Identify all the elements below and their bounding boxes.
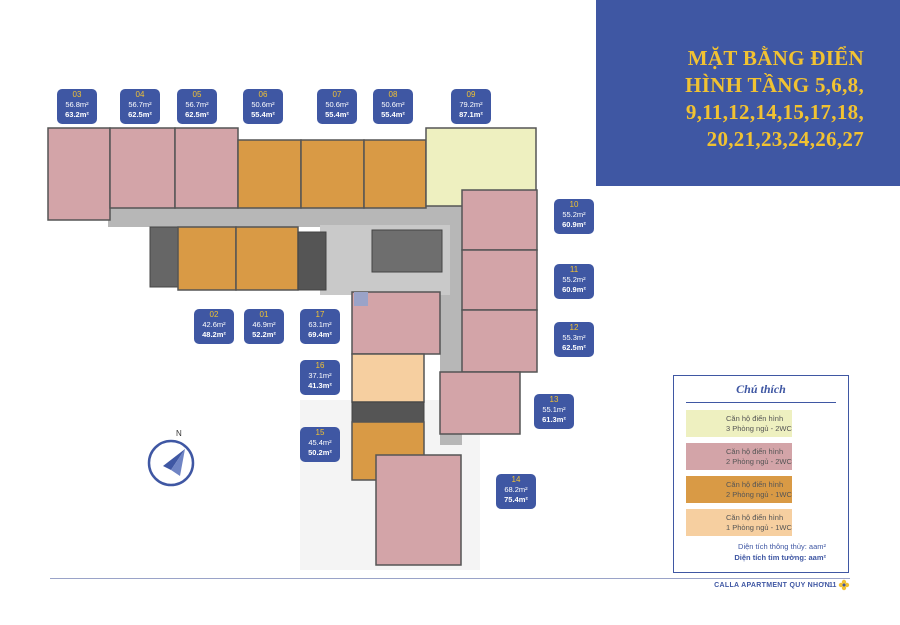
unit-area-net: 50.6m²	[251, 100, 275, 109]
unit-16-shape	[352, 354, 424, 402]
title-line-4: 20,21,23,24,26,27	[706, 127, 864, 151]
unit-01-shape	[236, 227, 298, 290]
legend-note-gross-area: Diện tích tim tường: aam²	[734, 553, 826, 562]
unit-area-gross: 55.4m²	[325, 110, 349, 119]
unit-label-02	[194, 309, 234, 344]
legend-item-3br-2wc	[686, 410, 836, 438]
unit-area-gross: 52.2m²	[252, 330, 276, 339]
unit-04-shape	[110, 128, 175, 208]
unit-label-06	[243, 89, 283, 124]
unit-14-shape	[376, 455, 461, 565]
unit-area-net: 56.7m²	[128, 100, 152, 109]
unit-number: 01	[259, 310, 269, 319]
unit-label-16	[300, 360, 340, 395]
unit-13-shape	[440, 372, 520, 434]
unit-06-shape	[238, 140, 301, 208]
unit-number: 17	[315, 310, 325, 319]
unit-area-net: 50.6m²	[325, 100, 349, 109]
unit-area-gross: 63.2m²	[65, 110, 89, 119]
unit-number: 11	[569, 265, 579, 274]
unit-05-shape	[175, 128, 238, 208]
legend-item-2br-1wc	[686, 476, 836, 504]
title-line-3: 9,11,12,14,15,17,18,	[685, 100, 864, 124]
stair-left	[150, 227, 178, 287]
unit-number: 02	[209, 310, 219, 319]
unit-label-11	[554, 264, 594, 299]
unit-10-shape	[462, 190, 537, 250]
stair-lower	[352, 402, 424, 422]
unit-number: 08	[388, 90, 398, 99]
unit-area-net: 56.8m²	[65, 100, 89, 109]
legend-item-line2: 2 Phòng ngủ - 2WC	[726, 457, 792, 466]
legend-divider	[686, 402, 836, 403]
unit-area-gross: 48.2m²	[202, 330, 226, 339]
page-number: 11	[829, 582, 837, 589]
legend-item-2br-2wc	[686, 443, 836, 471]
unit-number: 03	[72, 90, 82, 99]
unit-area-gross: 87.1m²	[459, 110, 483, 119]
unit-area-gross: 62.5m²	[128, 110, 152, 119]
unit-label-09	[451, 89, 491, 124]
unit-number: 09	[466, 90, 476, 99]
unit-label-12	[554, 322, 594, 357]
footer-divider	[50, 578, 850, 579]
unit-12-shape	[462, 310, 537, 372]
unit-area-net: 42.6m²	[202, 320, 226, 329]
unit-area-gross: 61.3m²	[542, 415, 566, 424]
unit-label-05	[177, 89, 217, 124]
legend-item-1br-1wc	[686, 509, 836, 537]
unit-area-net: 46.9m²	[252, 320, 276, 329]
footer-project-name: CALLA APARTMENT QUY NHƠN	[714, 582, 830, 589]
legend-item-line2: 1 Phòng ngủ - 1WC	[726, 523, 792, 532]
unit-area-gross: 50.2m²	[308, 448, 332, 457]
compass	[149, 441, 193, 485]
unit-area-gross: 75.4m²	[504, 495, 528, 504]
unit-label-07	[317, 89, 357, 124]
unit-area-net: 50.6m²	[381, 100, 405, 109]
unit-area-gross: 69.4m²	[308, 330, 332, 339]
legend	[673, 375, 849, 573]
unit-area-gross: 55.4m²	[381, 110, 405, 119]
unit-label-10	[554, 199, 594, 234]
unit-area-net: 68.2m²	[504, 485, 528, 494]
unit-label-15	[300, 427, 340, 462]
unit-area-net: 63.1m²	[308, 320, 332, 329]
unit-number: 04	[135, 90, 145, 99]
unit-area-net: 45.4m²	[308, 438, 332, 447]
unit-area-net: 37.1m²	[308, 371, 332, 380]
legend-item-line1: Căn hộ điển hình	[726, 513, 784, 522]
legend-item-line1: Căn hộ điển hình	[726, 447, 784, 456]
unit-08-shape	[364, 140, 426, 208]
title-line-2: HÌNH TẦNG 5,6,8,	[685, 73, 864, 97]
compass-north-label: N	[176, 429, 182, 438]
unit-number: 06	[258, 90, 268, 99]
unit-label-14	[496, 474, 536, 509]
unit-label-08	[373, 89, 413, 124]
unit-label-01	[244, 309, 284, 344]
elevator-core	[372, 230, 442, 272]
unit-number: 07	[332, 90, 342, 99]
flower-icon	[838, 579, 850, 591]
unit-number: 12	[569, 323, 579, 332]
unit-label-17	[300, 309, 340, 344]
unit-label-13	[534, 394, 574, 429]
unit-03-shape	[48, 128, 110, 220]
legend-item-line2: 3 Phòng ngủ - 2WC	[726, 424, 792, 433]
unit-area-net: 55.2m²	[562, 275, 586, 284]
unit-label-03	[57, 89, 97, 124]
unit-area-net: 55.3m²	[562, 333, 586, 342]
unit-number: 14	[511, 475, 521, 484]
unit-number: 15	[315, 428, 325, 437]
legend-item-line2: 2 Phòng ngủ - 1WC	[726, 490, 792, 499]
unit-07-shape	[301, 140, 364, 208]
unit-area-gross: 62.5m²	[185, 110, 209, 119]
unit-area-net: 79.2m²	[459, 100, 483, 109]
unit-area-net: 55.1m²	[542, 405, 566, 414]
unit-label-04	[120, 89, 160, 124]
unit-number: 13	[549, 395, 559, 404]
unit-area-gross: 62.5m²	[562, 343, 586, 352]
unit-area-gross: 55.4m²	[251, 110, 275, 119]
legend-title: Chú thích	[736, 382, 786, 396]
legend-item-line1: Căn hộ điển hình	[726, 414, 784, 423]
unit-number: 10	[569, 200, 579, 209]
unit-area-gross: 60.9m²	[562, 285, 586, 294]
balcony-marker	[354, 292, 368, 306]
legend-item-line1: Căn hộ điển hình	[726, 480, 784, 489]
unit-number: 05	[192, 90, 202, 99]
unit-area-gross: 41.3m²	[308, 381, 332, 390]
unit-area-net: 56.7m²	[185, 100, 209, 109]
title-line-1: MẶT BẰNG ĐIỂN	[687, 46, 864, 70]
stair-center	[298, 232, 326, 290]
unit-11-shape	[462, 250, 537, 310]
unit-02-shape	[178, 227, 236, 290]
legend-note-net-area: Diện tích thông thủy: aam²	[738, 542, 826, 551]
unit-number: 16	[315, 361, 325, 370]
unit-area-net: 55.2m²	[562, 210, 586, 219]
unit-area-gross: 60.9m²	[562, 220, 586, 229]
